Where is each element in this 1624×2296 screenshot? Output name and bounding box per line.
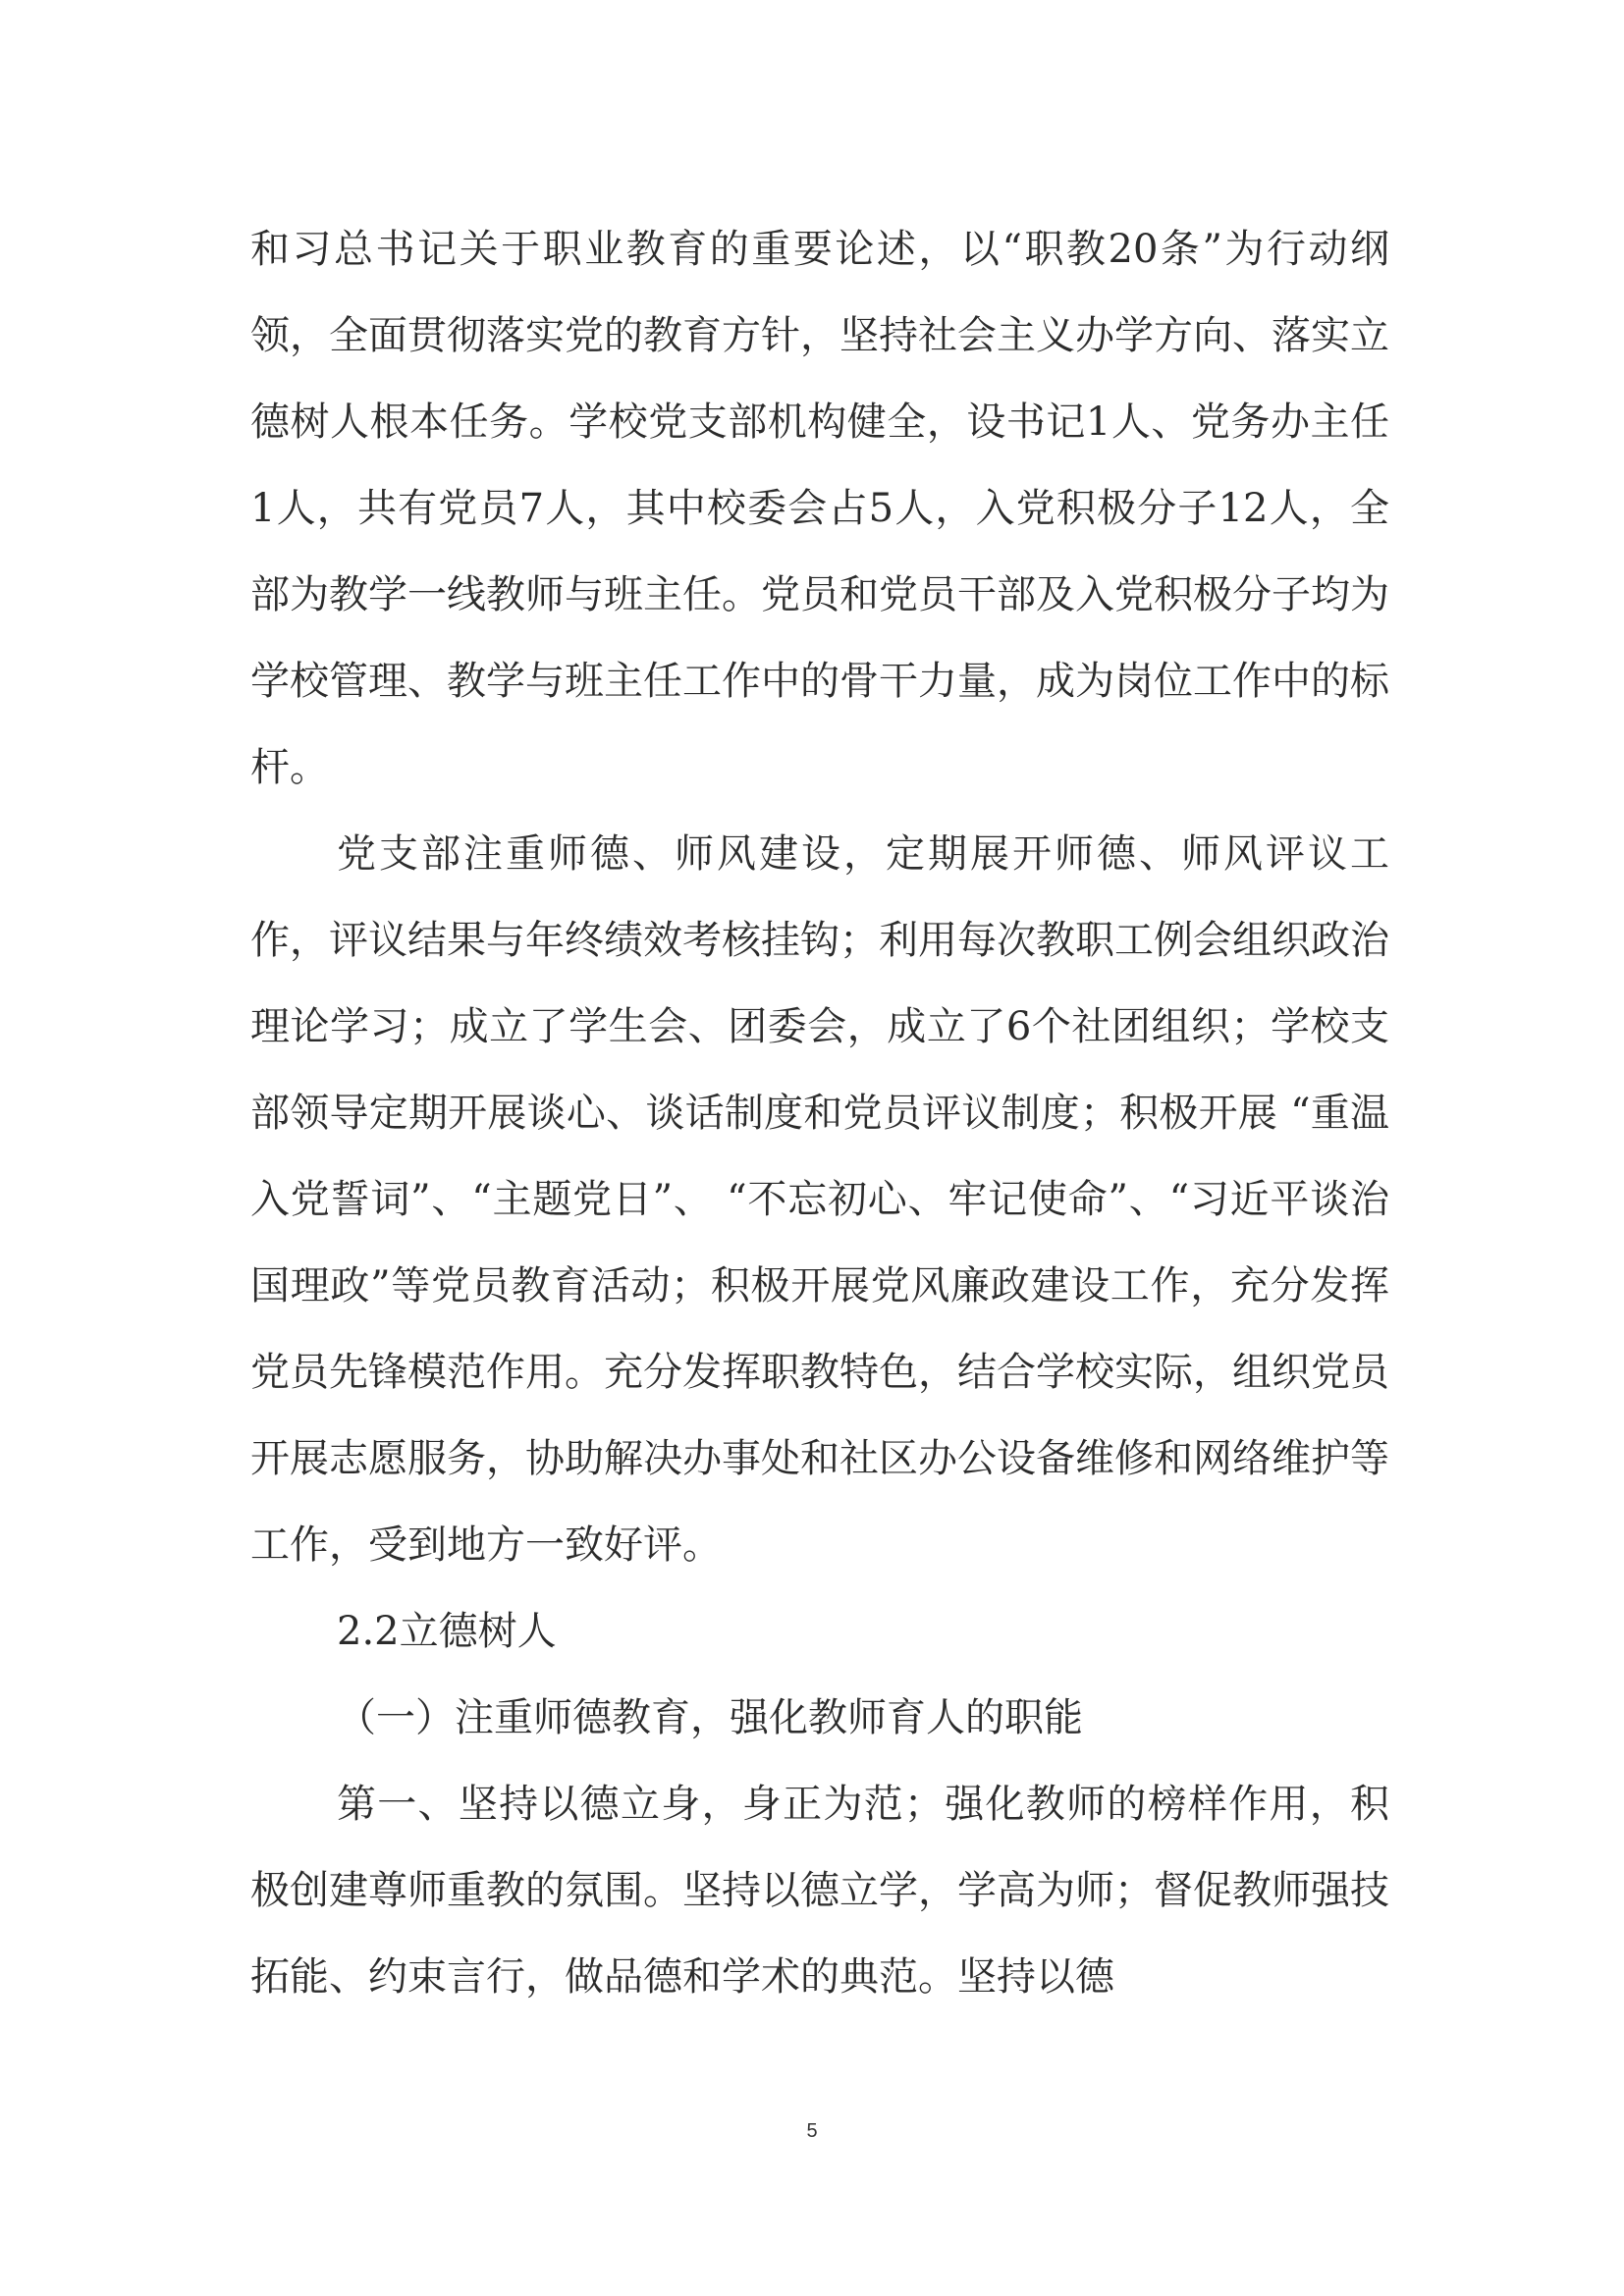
- paragraph-teacher-ethics: 第一、坚持以德立身，身正为范；强化教师的榜样作用，积极创建尊师重教的氛围。坚持以德立学，学高为师；督促教师强技拓能、约束言行，做品德和学术的典范。坚持以德: [250, 1782, 1389, 2000]
- paragraph-ethics-building: 党支部注重师德、师风建设，定期展开师德、师风评议工作，评议结果与年终绩效考核挂钩；利用每次教职工例会组织政治理论学习；成立了学生会、团委会，成立了6个社团组织；学校支部领导定期开展谈心、谈话制度和党员评议制度；积极开展 “重温入党誓词”、“主题党日”、 “不忘初心、牢记使命”、“习近平谈治国理政”等党员教育活动；积极开展党风廉政建设工作，充分发挥党员先锋模范作用。充分发挥职教特色，结合学校实际，组织党员开展志愿服务，协助解决办事处和社区办公设备维修和网络维护等工作，受到地方一致好评。: [250, 831, 1389, 1568]
- document-body: [250, 206, 1389, 2020]
- section-heading: 2.2立德树人: [337, 1609, 557, 1654]
- page-number: 5: [806, 2120, 818, 2142]
- subsection-heading: （一）注重师德教育，强化教师育人的职能: [337, 1695, 1083, 1740]
- paragraph-party-overview: 和习总书记关于职业教育的重要论述，以“职教20条”为行动纲领，全面贯彻落实党的教育方针，坚持社会主义办学方向、落实立德树人根本任务。学校党支部机构健全，设书记1人、党务办主任1人，共有党员7人，其中校委会占5人，入党积极分子12人，全部为教学一线教师与班主任。党员和党员干部及入党积极分子均为学校管理、教学与班主任工作中的骨干力量，成为岗位工作中的标杆。: [250, 227, 1389, 790]
